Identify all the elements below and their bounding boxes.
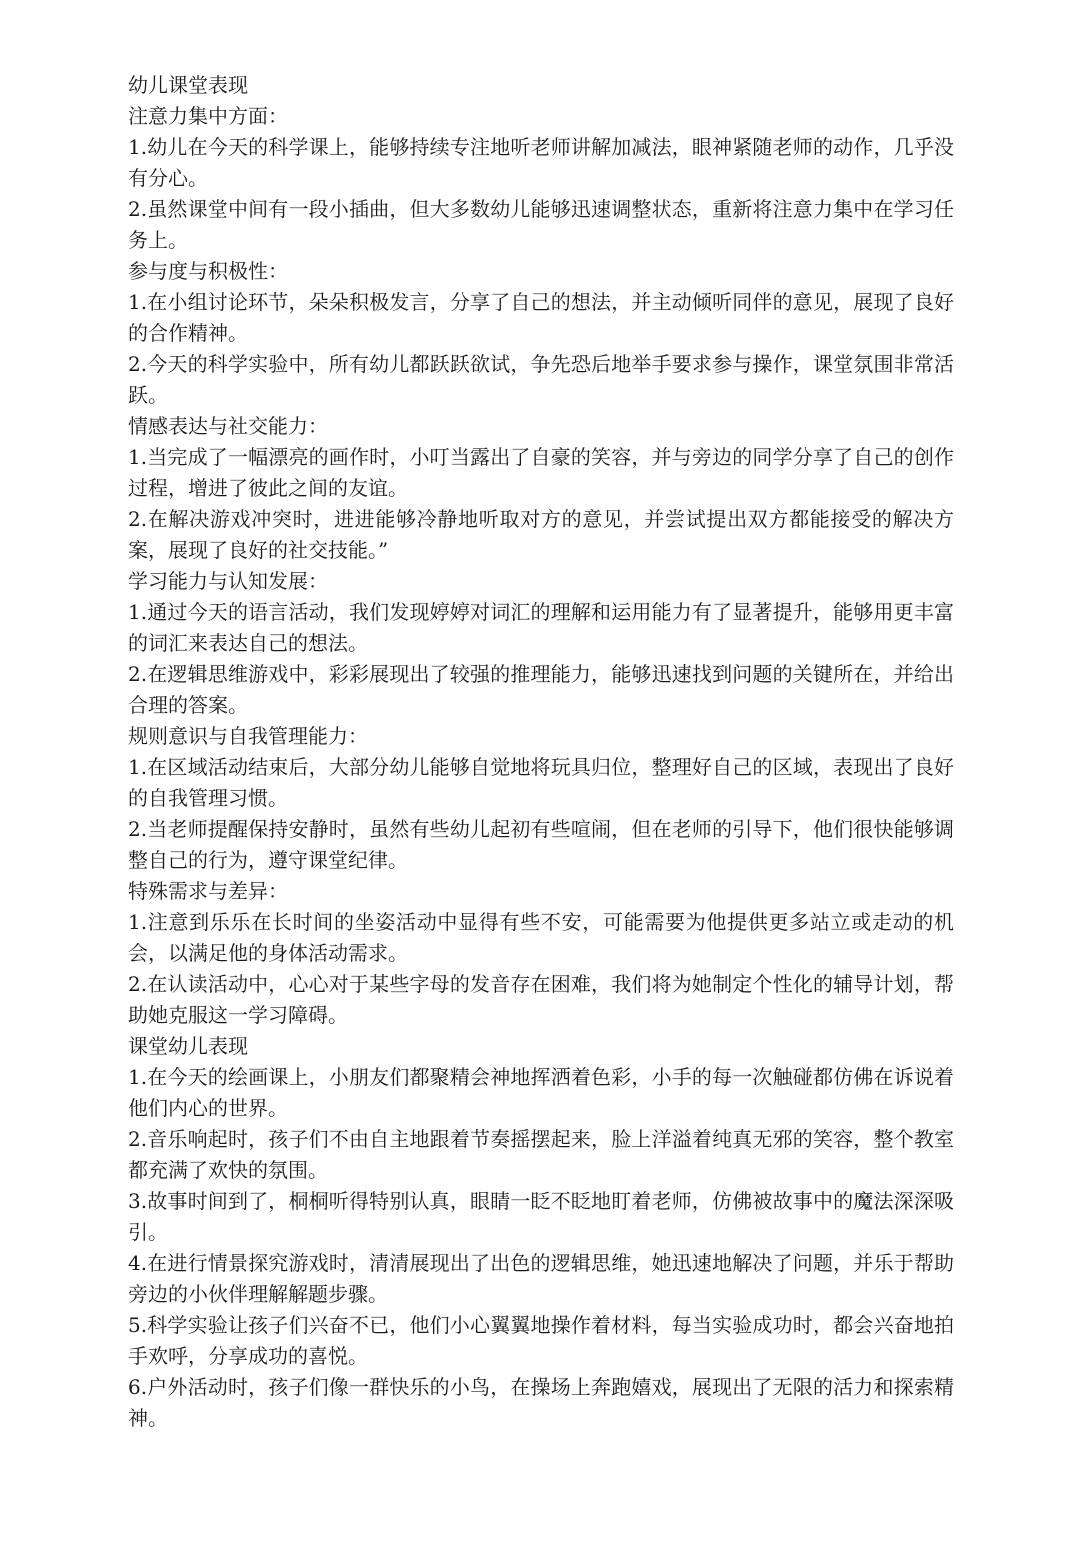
list-item: 2.音乐响起时，孩子们不由自主地跟着节奏摇摆起来，脸上洋溢着纯真无邪的笑容，整个教室都充满了欢快的氛围。 [128, 1127, 954, 1182]
list-item: 1.注意到乐乐在长时间的坐姿活动中显得有些不安，可能需要为他提供更多站立或走动的机会，以满足他的身体活动需求。 [128, 910, 954, 965]
list-item: 6.户外活动时，孩子们像一群快乐的小鸟，在操场上奔跑嬉戏，展现出了无限的活力和探索精神。 [128, 1375, 954, 1430]
list-item: 4.在进行情景探究游戏时，清清展现出了出色的逻辑思维，她迅速地解决了问题，并乐于帮助旁边的小伙伴理解解题步骤。 [128, 1251, 954, 1306]
list-item: 1.幼儿在今天的科学课上，能够持续专注地听老师讲解加减法，眼神紧随老师的动作，几乎没有分心。 [128, 135, 954, 190]
list-item: 3.故事时间到了，桐桐听得特别认真，眼睛一眨不眨地盯着老师，仿佛被故事中的魔法深深吸引。 [128, 1189, 954, 1244]
list-item: 2.今天的科学实验中，所有幼儿都跃跃欲试，争先恐后地举手要求参与操作，课堂氛围非常活跃。 [128, 352, 954, 407]
list-item: 2.在逻辑思维游戏中，彩彩展现出了较强的推理能力，能够迅速找到问题的关键所在，并给出合理的答案。 [128, 662, 954, 717]
section-heading-special-needs: 特殊需求与差异： [128, 879, 288, 903]
section-heading-attention: 注意力集中方面： [128, 104, 288, 128]
section-heading-rules-self-management: 规则意识与自我管理能力： [128, 724, 368, 748]
list-item: 1.在今天的绘画课上，小朋友们都聚精会神地挥洒着色彩，小手的每一次触碰都仿佛在诉说着他们内心的世界。 [128, 1065, 954, 1120]
document-body [128, 70, 954, 1434]
list-item: 1.当完成了一幅漂亮的画作时，小叮当露出了自豪的笑容，并与旁边的同学分享了自己的创作过程，增进了彼此之间的友谊。 [128, 445, 954, 500]
list-item: 2.在解决游戏冲突时，进进能够冷静地听取对方的意见，并尝试提出双方都能接受的解决方案，展现了良好的社交技能。” [128, 507, 954, 562]
list-item: 1.在区域活动结束后，大部分幼儿能够自觉地将玩具归位，整理好自己的区域，表现出了良好的自我管理习惯。 [128, 755, 954, 810]
list-item: 2.在认读活动中，心心对于某些字母的发音存在困难，我们将为她制定个性化的辅导计划，帮助她克服这一学习障碍。 [128, 972, 954, 1027]
section-heading-participation: 参与度与积极性： [128, 259, 288, 283]
list-item: 2.虽然课堂中间有一段小插曲，但大多数幼儿能够迅速调整状态，重新将注意力集中在学习任务上。 [128, 197, 954, 252]
document-title: 幼儿课堂表现 [128, 73, 248, 97]
list-item: 5.科学实验让孩子们兴奋不已，他们小心翼翼地操作着材料，每当实验成功时，都会兴奋地拍手欢呼，分享成功的喜悦。 [128, 1313, 954, 1368]
section-heading-learning-cognition: 学习能力与认知发展： [128, 569, 328, 593]
list-item: 1.在小组讨论环节，朵朵积极发言，分享了自己的想法，并主动倾听同伴的意见，展现了良好的合作精神。 [128, 290, 954, 345]
list-item: 1.通过今天的语言活动，我们发现婷婷对词汇的理解和运用能力有了显著提升，能够用更丰富的词汇来表达自己的想法。 [128, 600, 954, 655]
section-heading-classroom-performance: 课堂幼儿表现 [128, 1034, 248, 1058]
section-heading-emotion-social: 情感表达与社交能力： [128, 414, 328, 438]
list-item: 2.当老师提醒保持安静时，虽然有些幼儿起初有些喧闹，但在老师的引导下，他们很快能够调整自己的行为，遵守课堂纪律。 [128, 817, 954, 872]
